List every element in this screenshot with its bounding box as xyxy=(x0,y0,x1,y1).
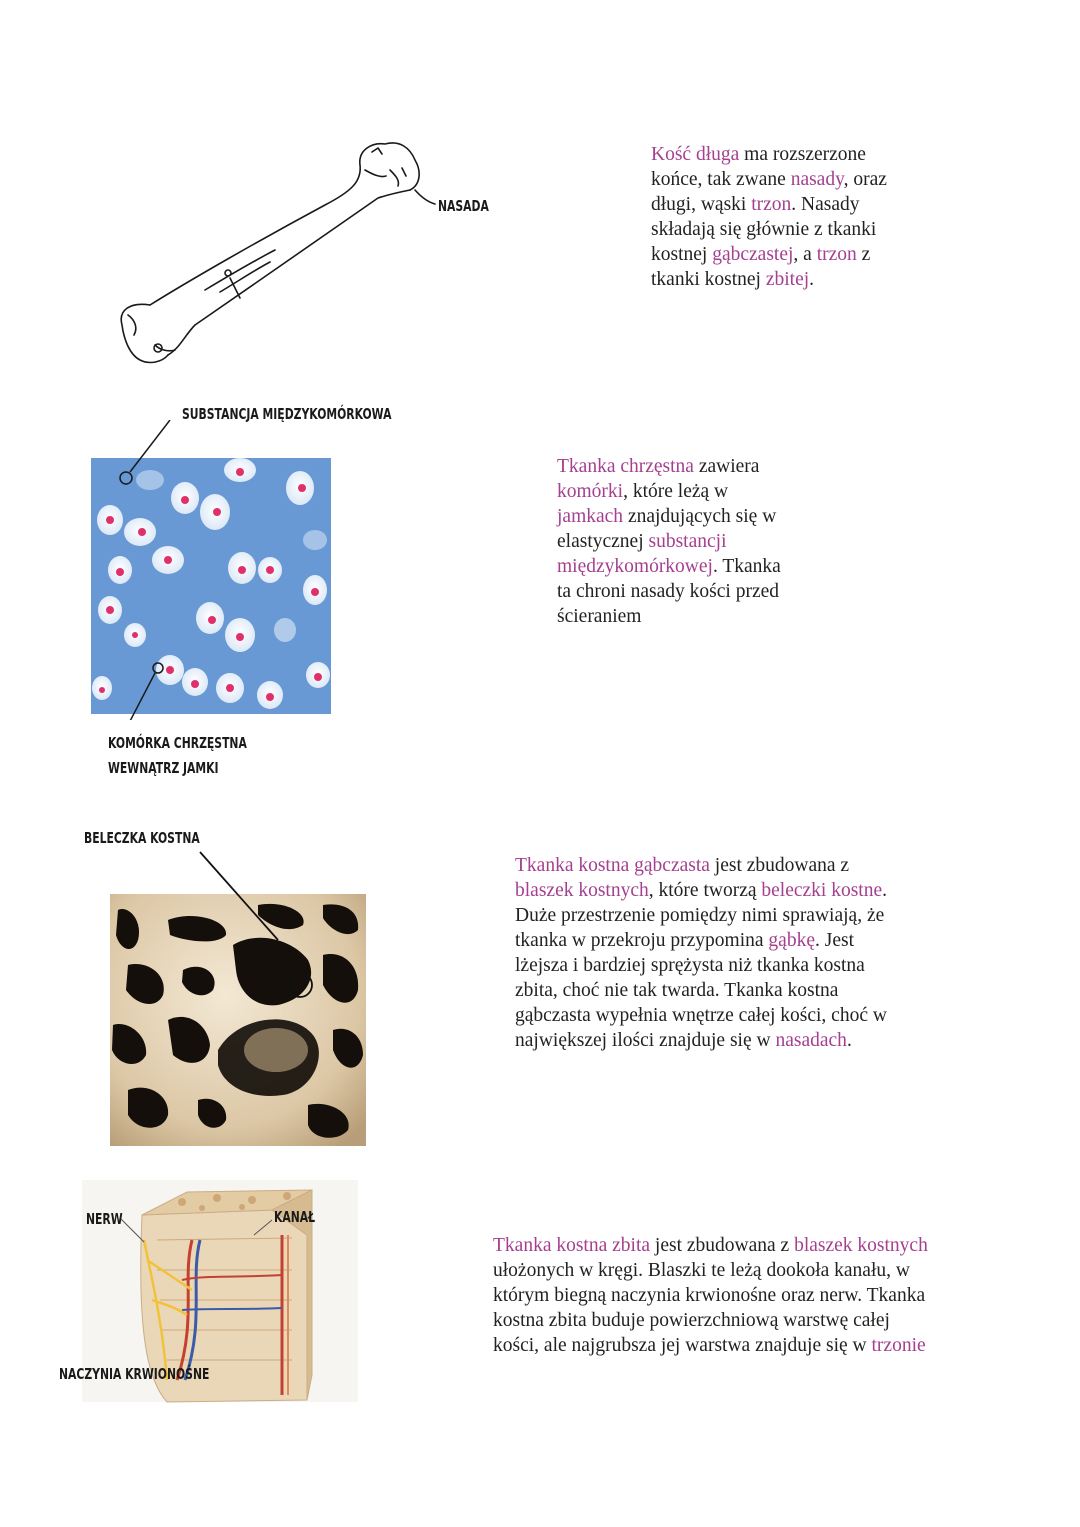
text-line xyxy=(557,579,781,604)
text-run: , a xyxy=(793,244,817,265)
highlighted-term: zbitej xyxy=(765,269,810,290)
text-run: tkanki kostnej xyxy=(651,269,766,290)
text-run: . Nasady xyxy=(791,194,860,215)
text-run: składają się głównie z tkanki xyxy=(651,219,877,240)
label-nasada: NASADA xyxy=(438,197,489,215)
text-run: , które tworzą xyxy=(648,880,762,901)
text-run: ma rozszerzone xyxy=(739,144,866,165)
text-run: . Tkanka xyxy=(712,556,781,577)
text-line xyxy=(515,878,887,903)
text-run: ta chroni nasady kości przed xyxy=(557,581,780,602)
text-line xyxy=(493,1258,928,1283)
bone-paragraph xyxy=(651,142,887,292)
highlighted-term: Kość długa xyxy=(651,144,740,165)
text-run: tkanka w przekroju przypomina xyxy=(515,930,769,951)
label-beleczka: BELECZKA KOSTNA xyxy=(84,829,200,847)
highlighted-term: nasady xyxy=(790,169,844,190)
text-run: kostnej xyxy=(651,244,713,265)
highlighted-term: beleczki kostne xyxy=(761,880,883,901)
text-run: jest zbudowana z xyxy=(650,1235,795,1256)
text-line xyxy=(557,554,781,579)
text-line xyxy=(493,1308,928,1333)
text-line xyxy=(651,242,887,267)
text-run: lżejsza i bardziej sprężysta niż tkanka kostna xyxy=(515,955,865,976)
text-run: kostna zbita buduje powierzchniową warstwę całej xyxy=(493,1310,890,1331)
label-substancja: SUBSTANCJA MIĘDZYKOMÓRKOWA xyxy=(182,405,392,423)
highlighted-term: Tkanka kostna zbita xyxy=(493,1235,651,1256)
text-run: zawiera xyxy=(693,456,760,477)
text-run: ułożonych w kręgi. Blaszki te leżą dookoła kanału, w xyxy=(493,1260,910,1281)
text-run: gąbczasta wypełnia wnętrze całej kości, choć w xyxy=(515,1005,887,1026)
label-nerw: NERW xyxy=(86,1210,123,1228)
text-run: , oraz xyxy=(843,169,887,190)
text-line xyxy=(651,192,887,217)
highlighted-term: trzonie xyxy=(871,1335,926,1356)
text-run: jest zbudowana z xyxy=(709,855,850,876)
text-line xyxy=(515,903,887,928)
text-line xyxy=(557,454,781,479)
text-run: znajdujących się w xyxy=(623,506,777,527)
highlighted-term: międzykomórkowej xyxy=(557,556,713,577)
text-line xyxy=(651,267,887,292)
text-run: . xyxy=(846,1030,852,1051)
text-line xyxy=(515,1028,887,1053)
text-run: długi, wąski xyxy=(651,194,752,215)
compact-paragraph xyxy=(493,1233,928,1358)
text-line xyxy=(557,604,781,629)
text-line xyxy=(557,529,781,554)
label-wewnatrz: WEWNĄTRZ JAMKI xyxy=(108,759,219,777)
text-run: . xyxy=(809,269,815,290)
label-kanal: KANAŁ xyxy=(274,1208,316,1226)
text-line xyxy=(515,853,887,878)
text-run: . xyxy=(882,880,888,901)
highlighted-term: blaszek kostnych xyxy=(794,1235,928,1256)
highlighted-term: komórki xyxy=(557,481,624,502)
text-run: końce, tak zwane xyxy=(651,169,791,190)
cartilage-paragraph xyxy=(557,454,781,629)
highlighted-term: Tkanka kostna gąbczasta xyxy=(515,855,710,876)
text-run: zbita, choć nie tak twarda. Tkanka kostna xyxy=(515,980,839,1001)
spongy-bone-image xyxy=(108,850,368,1150)
highlighted-term: blaszek kostnych xyxy=(515,880,649,901)
spongy-paragraph xyxy=(515,853,887,1053)
highlighted-term: gąbkę xyxy=(768,930,815,951)
cartilage-micrograph xyxy=(90,420,335,720)
highlighted-term: trzon xyxy=(751,194,792,215)
text-run: którym biegną naczynia krwionośne oraz nerw. Tkanka xyxy=(493,1285,926,1306)
text-run: Duże przestrzenie pomiędzy nimi sprawiają, że xyxy=(515,905,885,926)
text-line xyxy=(651,167,887,192)
text-run: ścieraniem xyxy=(557,606,642,627)
text-line xyxy=(515,1003,887,1028)
label-naczynia: NACZYNIA KRWIONOŚNE xyxy=(59,1365,210,1383)
text-line xyxy=(515,928,887,953)
text-line xyxy=(493,1283,928,1308)
text-line xyxy=(515,953,887,978)
text-run: największej ilości znajduje się w xyxy=(515,1030,776,1051)
text-run: z xyxy=(856,244,871,265)
text-run: , które leżą w xyxy=(623,481,729,502)
text-line xyxy=(557,504,781,529)
text-line xyxy=(493,1333,928,1358)
text-run: kości, ale najgrubsza jej warstwa znajduje się w xyxy=(493,1335,872,1356)
text-line xyxy=(493,1233,928,1258)
text-run: . Jest xyxy=(814,930,854,951)
highlighted-term: trzon xyxy=(816,244,857,265)
text-line xyxy=(651,217,887,242)
highlighted-term: nasadach xyxy=(775,1030,847,1051)
text-line xyxy=(651,142,887,167)
highlighted-term: jamkach xyxy=(557,506,624,527)
label-komorka: KOMÓRKA CHRZĘSTNA xyxy=(108,734,247,752)
long-bone-drawing xyxy=(110,130,440,370)
highlighted-term: gąbczastej xyxy=(712,244,794,265)
highlighted-term: substancji xyxy=(648,531,727,552)
text-line xyxy=(515,978,887,1003)
text-line xyxy=(557,479,781,504)
highlighted-term: Tkanka chrzęstna xyxy=(557,456,694,477)
text-run: elastycznej xyxy=(557,531,649,552)
